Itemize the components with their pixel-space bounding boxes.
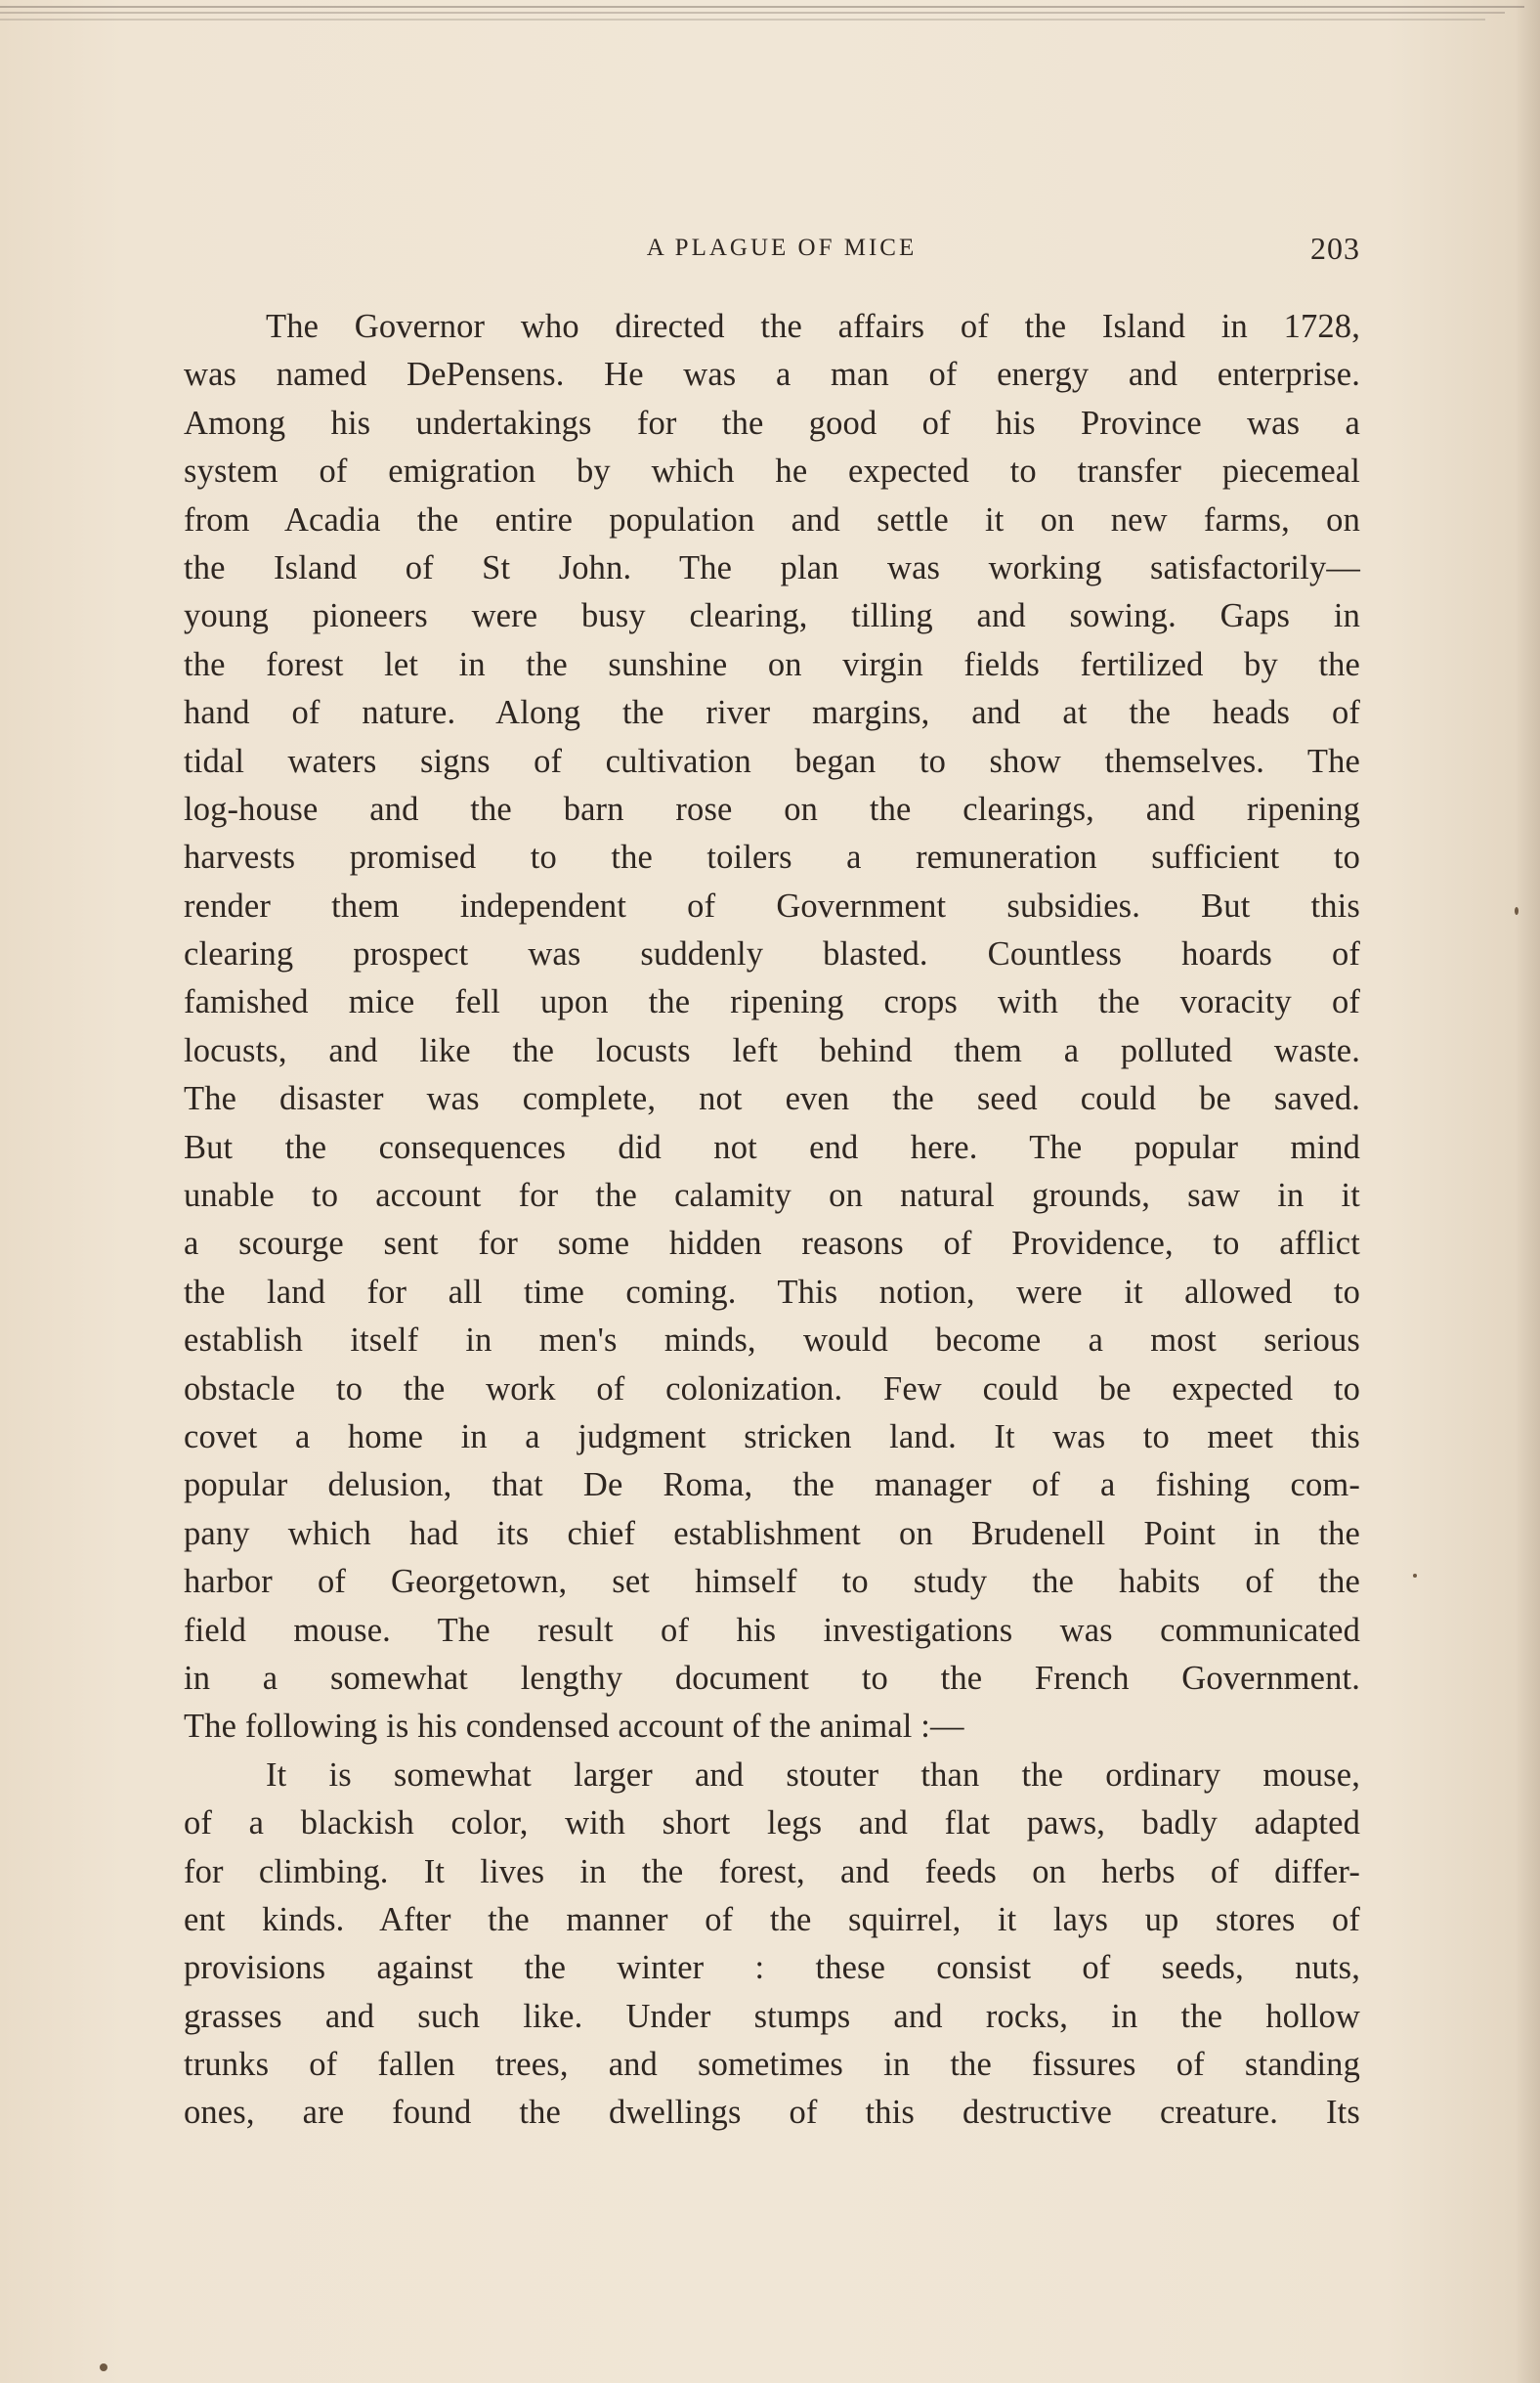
page-edge-lines: [0, 0, 1540, 29]
text-line: ones, are found the dwellings of this destructive creature. Its: [184, 2094, 1360, 2132]
text-line: The following is his condensed account of the animal :—: [184, 1708, 964, 1746]
paper-speck: [1515, 907, 1519, 915]
text-line: clearing prospect was suddenly blasted. Countless hoards of: [184, 935, 1360, 974]
text-line: log-house and the barn rose on the clearings, and ripening: [184, 790, 1360, 828]
text-line: The Governor who directed the affairs of the Island in 1728,: [266, 308, 1360, 345]
paper-speck: [100, 2363, 107, 2371]
page-gutter-shadow: [1515, 0, 1540, 2383]
text-line: famished mice fell upon the ripening crops with the voracity of: [184, 983, 1360, 1021]
text-line: establish itself in men's minds, would become a most serious: [184, 1321, 1360, 1360]
paragraph: [184, 1752, 1360, 2138]
text-line: pany which had its chief establishment on Brudenell Point in the: [184, 1514, 1360, 1552]
text-line: tidal waters signs of cultivation began to show themselves. The: [184, 742, 1360, 780]
text-line: young pioneers were busy clearing, tilling and sowing. Gaps in: [184, 597, 1360, 635]
running-head: [184, 227, 1360, 270]
text-line: ent kinds. After the manner of the squirrel, it lays up stores of: [184, 1900, 1360, 1938]
text-line: harvests promised to the toilers a remuneration sufficient to: [184, 839, 1360, 877]
text-line: the Island of St John. The plan was working satisfactorily—: [184, 548, 1360, 586]
text-line: covet a home in a judgment stricken land. It was to meet this: [184, 1417, 1360, 1455]
paragraph: [184, 303, 1360, 1752]
text-line: It is somewhat larger and stouter than the ordinary mouse,: [266, 1755, 1360, 1794]
text-line: for climbing. It lives in the forest, and feeds on herbs of differ-: [184, 1852, 1360, 1890]
page-number: 203: [1310, 231, 1360, 266]
text-line: was named DePensens. He was a man of energy and enterprise.: [184, 356, 1360, 394]
text-line: in a somewhat lengthy document to the French Government.: [184, 1659, 1360, 1697]
text-line: The disaster was complete, not even the seed could be saved.: [184, 1080, 1360, 1118]
text-line: trunks of fallen trees, and sometimes in the fissures of standing: [184, 2046, 1360, 2084]
text-line: field mouse. The result of his investigations was communicated: [184, 1611, 1360, 1649]
text-line: popular delusion, that De Roma, the manager of a fishing com-: [184, 1466, 1360, 1504]
text-line: a scourge sent for some hidden reasons of Providence, to afflict: [184, 1225, 1360, 1263]
text-line: locusts, and like the locusts left behind them a polluted waste.: [184, 1031, 1360, 1069]
text-line: the land for all time coming. This notion, were it allowed to: [184, 1273, 1360, 1311]
text-line: Among his undertakings for the good of his Province was a: [184, 404, 1360, 442]
text-line: the forest let in the sunshine on virgin fields fertilized by the: [184, 645, 1360, 683]
text-line: hand of nature. Along the river margins, and at the heads of: [184, 694, 1360, 732]
text-line: But the consequences did not end here. The popular mind: [184, 1128, 1360, 1166]
text-line: obstacle to the work of colonization. Few could be expected to: [184, 1369, 1360, 1408]
running-title: A PLAGUE OF MICE: [646, 235, 918, 261]
text-line: render them independent of Government subsidies. But this: [184, 887, 1360, 925]
text-line: system of emigration by which he expected to transfer piecemeal: [184, 453, 1360, 491]
body-text: [184, 303, 1360, 2138]
text-line: harbor of Georgetown, set himself to study the habits of the: [184, 1563, 1360, 1601]
text-line: provisions against the winter : these consist of seeds, nuts,: [184, 1949, 1360, 1987]
text-line: of a blackish color, with short legs and flat paws, badly adapted: [184, 1804, 1360, 1842]
text-line: unable to account for the calamity on natural grounds, saw in it: [184, 1177, 1360, 1215]
paper-speck: [1413, 1574, 1417, 1578]
text-line: from Acadia the entire population and settle it on new farms, on: [184, 500, 1360, 539]
text-line: grasses and such like. Under stumps and rocks, in the hollow: [184, 1997, 1360, 2035]
